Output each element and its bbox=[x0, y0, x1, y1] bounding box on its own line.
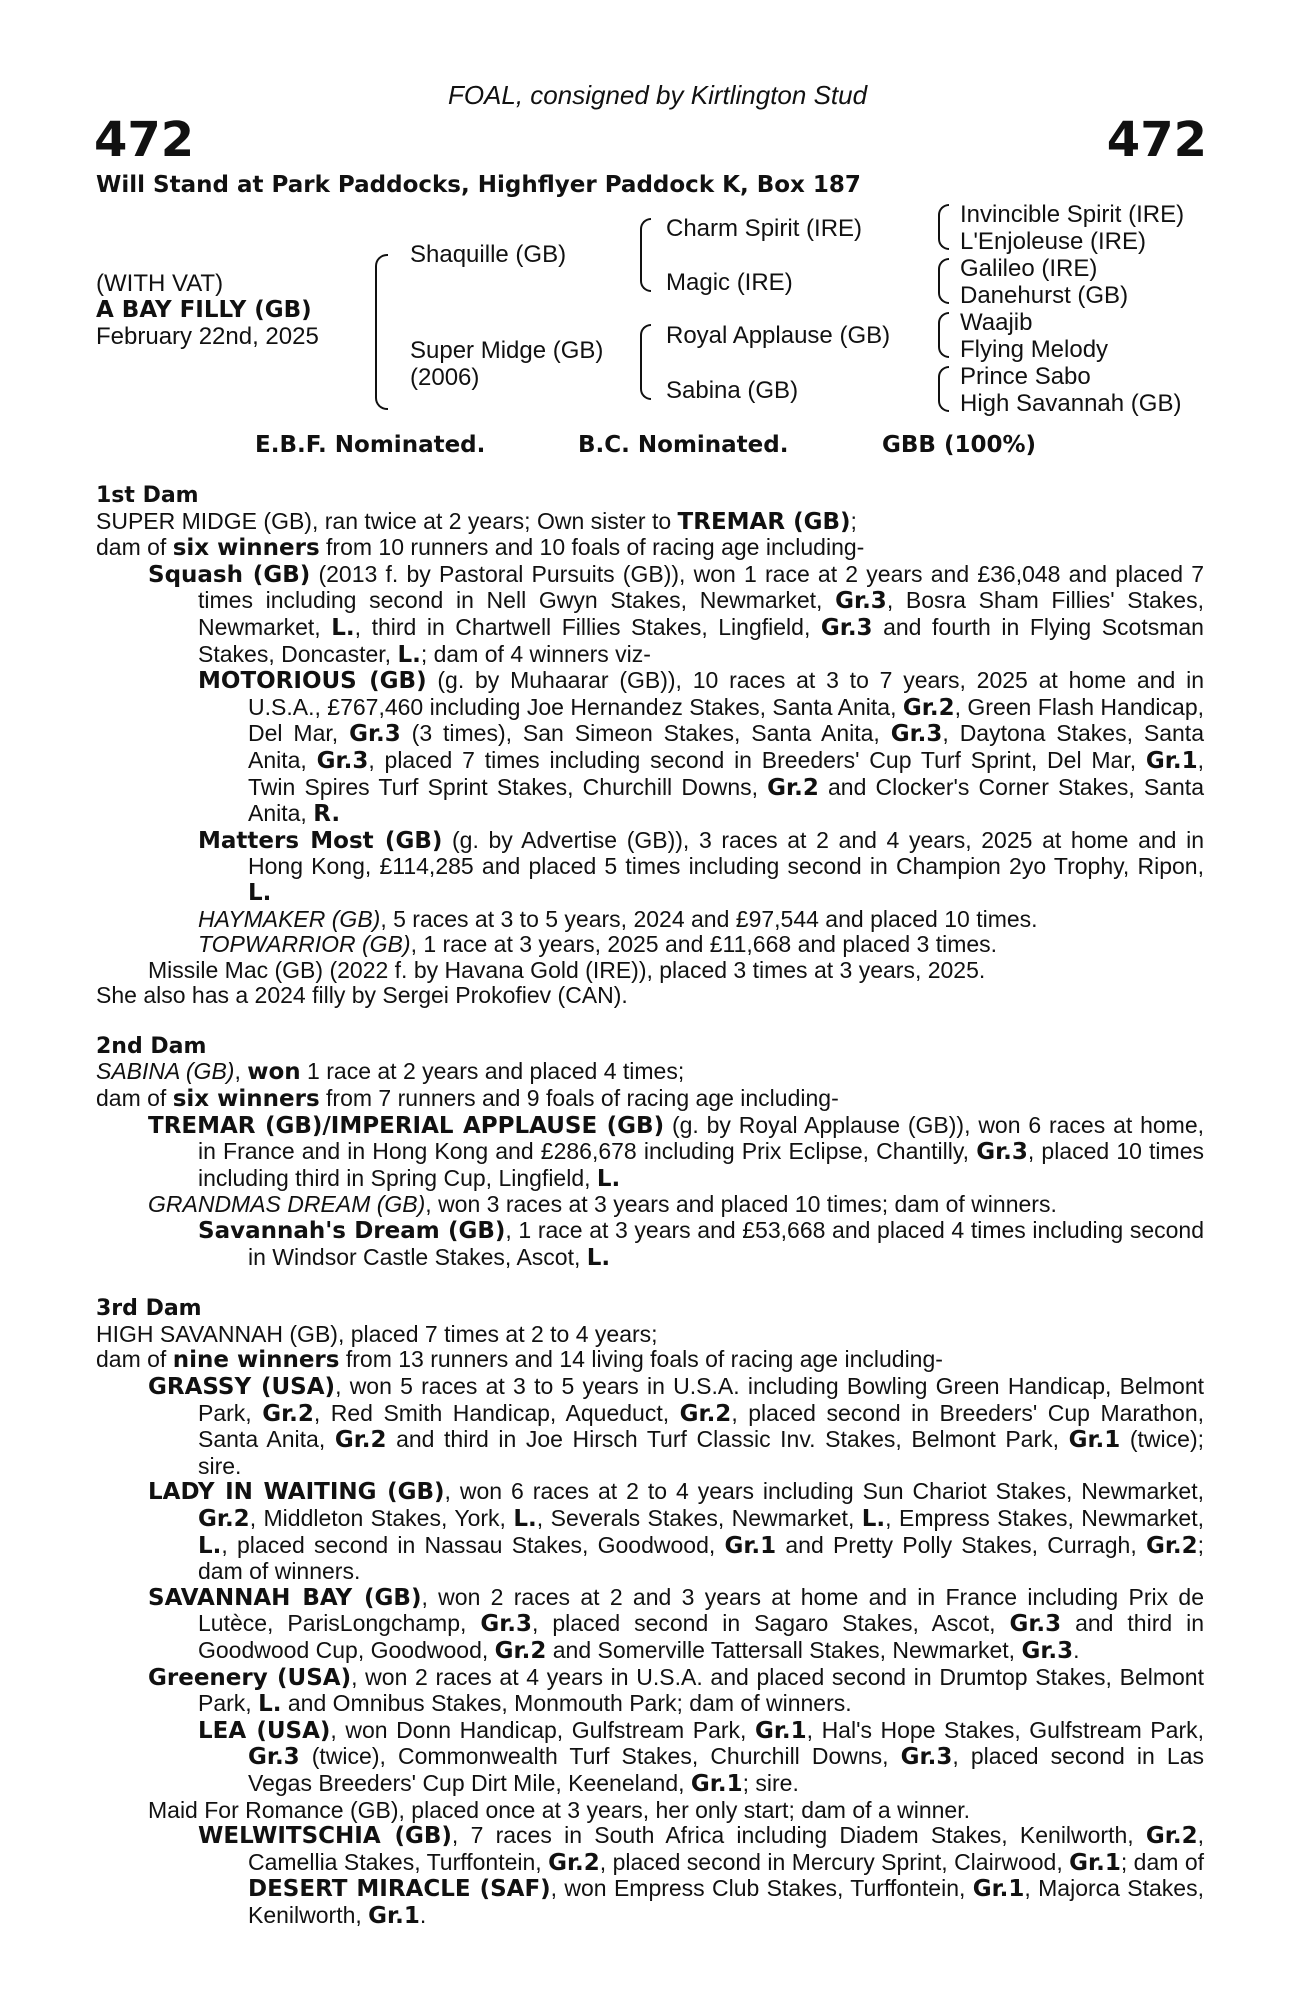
pedigree-brace bbox=[375, 254, 388, 410]
produce-matters-most: Matters Most (GB) (g. by Advertise (GB)), 3 races at 2 and 4 years, 2025 at home and in Hong Kong, £114,285 and placed 5 times including second in Champion 2yo Trophy, Ripon, L. bbox=[198, 826, 1204, 906]
produce-savannahs-dream: Savannah's Dream (GB), 1 race at 3 years and £53,668 and placed 4 times including second in Windsor Castle Stakes, Ascot, L. bbox=[198, 1217, 1204, 1271]
lot-number-left: 472 bbox=[94, 112, 195, 168]
produce-lea: LEA (USA), won Donn Handicap, Gulfstream Park, Gr.1, Hal's Hope Stakes, Gulfstream Park, Gr.3 (twice), Commonwealth Turf Stakes, Churchill Downs, Gr.3, placed second in Las Vegas Breeders' Cup Dirt Mile, Keeneland, Gr.1; sire. bbox=[198, 1716, 1204, 1797]
third-dam-intro: HIGH SAVANNAH (GB), placed 7 times at 2 to 4 years; bbox=[96, 1320, 658, 1347]
ss-dam: L'Enjoleuse (IRE) bbox=[960, 228, 1146, 255]
sire-name: Shaquille (GB) bbox=[410, 241, 567, 268]
produce-grandmas-dream: GRANDMAS DREAM (GB), won 3 races at 3 years and placed 10 times; dam of winners. bbox=[148, 1191, 1057, 1218]
horse-name: A BAY FILLY (GB) bbox=[96, 297, 312, 323]
pedigree-brace bbox=[640, 324, 651, 400]
third-dam-produce-summary: dam of nine winners from 13 runners and 14 living foals of racing age including- bbox=[96, 1346, 943, 1374]
sd-sire: Galileo (IRE) bbox=[960, 255, 1098, 282]
first-dam-intro: SUPER MIDGE (GB), ran twice at 2 years; Own sister to TREMAR (GB); bbox=[96, 507, 857, 535]
produce-tremar: TREMAR (GB)/IMPERIAL APPLAUSE (GB) (g. by Royal Applause (GB)), won 6 races at home, in France and in Hong Kong and £286,678 including Prix Eclipse, Chantilly, Gr.3, placed 10 times including third in Spring Cup, Lingfield, L. bbox=[148, 1111, 1205, 1192]
dam-dam: Sabina (GB) bbox=[666, 377, 799, 404]
dam-name: Super Midge (GB) bbox=[410, 337, 604, 364]
produce-welwitschia: WELWITSCHIA (GB), 7 races in South Africa including Diadem Stakes, Kenilworth, Gr.2, Camellia Stakes, Turffontein, Gr.2, placed second in Mercury Sprint, Clairwood, Gr.1; dam of DESERT MIRACLE (SAF), won Empress Club Stakes, Turffontein, Gr.1, Majorca Stakes, Kenilworth, Gr.1. bbox=[198, 1822, 1204, 1929]
lot-number-right: 472 bbox=[1106, 112, 1207, 168]
produce-squash: Squash (GB) (2013 f. by Pastoral Pursuits (GB)), won 1 race at 2 years and £36,048 and placed 7 times including second in Nell Gwyn Stakes, Newmarket, Gr.3, Bosra Sham Fillies' Stakes, Newmarket, L., third in Chartwell Fillies Stakes, Lingfield, Gr.3 and fourth in Flying Scotsman Stakes, Doncaster, L.; dam of 4 winners viz- bbox=[148, 560, 1205, 668]
bc-nomination: B.C. Nominated. bbox=[578, 432, 789, 458]
produce-lady-in-waiting: LADY IN WAITING (GB), won 6 races at 2 to 4 years including Sun Chariot Stakes, Newmarket, Gr.2, Middleton Stakes, York, L., Severals Stakes, Newmarket, L., Empress Stakes, Newmarket, L., placed second in Nassau Stakes, Goodwood, Gr.1 and Pretty Polly Stakes, Curragh, Gr.2; dam of winners. bbox=[148, 1478, 1205, 1585]
foaling-date: February 22nd, 2025 bbox=[96, 323, 319, 350]
ss-sire: Invincible Spirit (IRE) bbox=[960, 201, 1185, 228]
produce-greenery: Greenery (USA), won 2 races at 4 years in U.S.A. and placed second in Drumtop Stakes, Belmont Park, L. and Omnibus Stakes, Monmouth Park; dam of winners. bbox=[148, 1663, 1204, 1718]
pedigree-brace bbox=[640, 218, 651, 292]
stand-location: Will Stand at Park Paddocks, Highflyer Paddock K, Box 187 bbox=[96, 172, 861, 198]
sire-dam: Magic (IRE) bbox=[666, 269, 793, 296]
second-dam-heading: 2nd Dam bbox=[96, 1033, 207, 1059]
produce-savannah-bay: SAVANNAH BAY (GB), won 2 races at 2 and 3 years at home and in France including Prix de Lutèce, ParisLongchamp, Gr.3, placed second in Sagaro Stakes, Ascot, Gr.3 and third in Goodwood Cup, Goodwood, Gr.2 and Somerville Tattersall Stakes, Newmarket, Gr.3. bbox=[148, 1583, 1204, 1664]
dam-year: (2006) bbox=[410, 364, 480, 391]
ebf-nomination: E.B.F. Nominated. bbox=[255, 432, 486, 458]
produce-motorious: MOTORIOUS (GB) (g. by Muhaarar (GB)), 10 races at 3 to 7 years, 2025 at home and in U.S.A., £767,460 including Joe Hernandez Stakes, Santa Anita, Gr.2, Green Flash Handicap, Del Mar, Gr.3 (3 times), San Simeon Stakes, Santa Anita, Gr.3, Daytona Stakes, Santa Anita, Gr.3, placed 7 times including second in Breeders' Cup Turf Sprint, Del Mar, Gr.1, Twin Spires Turf Sprint Stakes, Churchill Downs, Gr.2 and Clocker's Corner Stakes, Santa Anita, R. bbox=[198, 667, 1205, 828]
pedigree-brace bbox=[938, 312, 949, 358]
third-dam-heading: 3rd Dam bbox=[96, 1296, 202, 1322]
vat-note: (WITH VAT) bbox=[96, 270, 224, 297]
produce-topwarrior: TOPWARRIOR (GB), 1 race at 3 years, 2025 and £11,668 and placed 3 times. bbox=[198, 931, 998, 958]
first-dam-also: She also has a 2024 filly by Sergei Prokofiev (CAN). bbox=[96, 982, 628, 1009]
second-dam-produce-summary: dam of six winners from 7 runners and 9 foals of racing age including- bbox=[96, 1085, 839, 1113]
ds-dam: Flying Melody bbox=[960, 336, 1109, 363]
dd-sire: Prince Sabo bbox=[960, 363, 1091, 390]
first-dam-heading: 1st Dam bbox=[96, 483, 199, 508]
catalogue-body bbox=[96, 483, 1204, 1929]
pedigree-brace bbox=[938, 366, 949, 412]
sd-dam: Danehurst (GB) bbox=[960, 282, 1129, 309]
produce-missile-mac: Missile Mac (GB) (2022 f. by Havana Gold (IRE)), placed 3 times at 3 years, 2025. bbox=[148, 956, 986, 983]
dam-sire: Royal Applause (GB) bbox=[666, 322, 891, 349]
second-dam-intro: SABINA (GB), won 1 race at 2 years and placed 4 times; bbox=[96, 1058, 685, 1086]
consignment-line: FOAL, consigned by Kirtlington Stud bbox=[447, 80, 868, 110]
produce-grassy: GRASSY (USA), won 5 races at 3 to 5 years in U.S.A. including Bowling Green Handicap, Belmont Park, Gr.2, Red Smith Handicap, Aqueduct, Gr.2, placed second in Breeders' Cup Marathon, Santa Anita, Gr.2 and third in Joe Hirsch Turf Classic Inv. Stakes, Belmont Park, Gr.1 (twice); sire. bbox=[148, 1373, 1205, 1479]
ds-sire: Waajib bbox=[960, 309, 1033, 336]
pedigree-brace bbox=[938, 204, 949, 250]
gbb-status: GBB (100%) bbox=[882, 432, 1037, 458]
pedigree-brace bbox=[938, 258, 949, 304]
sire-sire: Charm Spirit (IRE) bbox=[666, 215, 863, 242]
first-dam-produce-summary: dam of six winners from 10 runners and 10 foals of racing age including- bbox=[96, 534, 865, 562]
produce-haymaker: HAYMAKER (GB), 5 races at 3 to 5 years, 2024 and £97,544 and placed 10 times. bbox=[198, 905, 1038, 932]
dd-dam: High Savannah (GB) bbox=[960, 390, 1182, 417]
produce-maid-for-romance: Maid For Romance (GB), placed once at 3 years, her only start; dam of a winner. bbox=[148, 1796, 970, 1823]
